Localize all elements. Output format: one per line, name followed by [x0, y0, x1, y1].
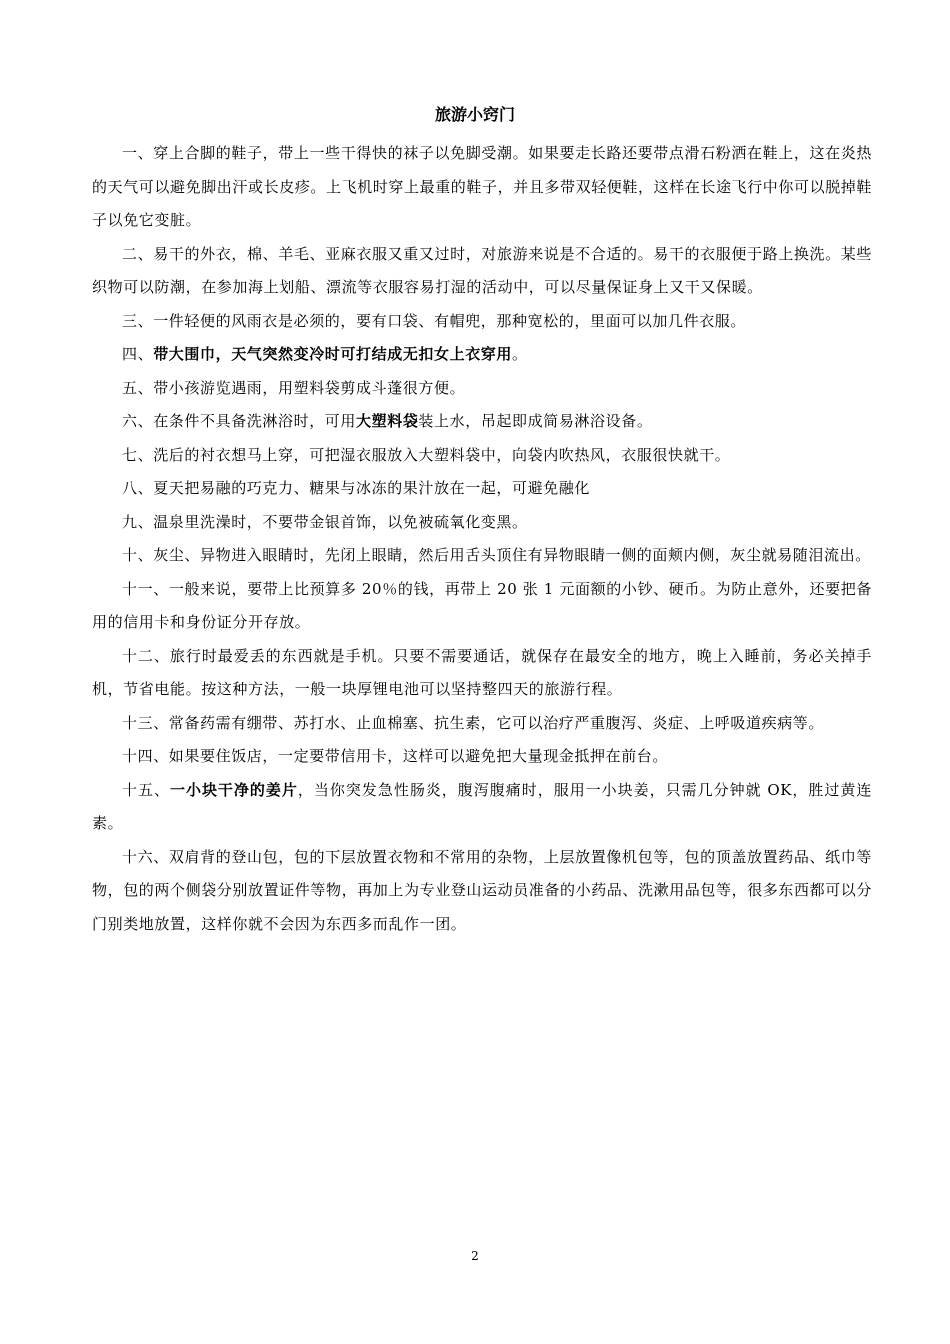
- paragraph-11: 十一、一般来说，要带上比预算多 20％的钱，再带上 20 张 1 元面额的小钞、硬币。为防止意外，还要把备用的信用卡和身份证分开存放。: [92, 579, 872, 631]
- paragraph-3: 三、一件轻便的风雨衣是必须的，要有口袋、有帽兜，那种宽松的，里面可以加几件衣服。: [122, 311, 747, 330]
- paragraph-16: 十六、双肩背的登山包，包的下层放置衣物和不常用的杂物，上层放置像机包等，包的顶盖放置药品、纸巾等物，包的两个侧袋分别放置证件等物，再加上为专业登山运动员准备的小药品、洗漱用品包等，很多东西都可以分门别类地放置，这样你就不会因为东西多而乱作一团。: [92, 847, 873, 933]
- paragraph-7: 七、洗后的衬衣想马上穿，可把湿衣服放入大塑料袋中，向袋内吹热风，衣服很快就干。: [122, 445, 731, 464]
- paragraph-6-bold-text: 大塑料袋: [356, 412, 419, 430]
- paragraph-14: 十四、如果要住饭店，一定要带信用卡，这样可以避免把大量现金抵押在前台。: [122, 747, 669, 765]
- paragraph-13: 十三、常备药需有绷带、苏打水、止血棉塞、抗生素，它可以治疗严重腹泻、炎症、上呼吸道疾病等。: [122, 713, 825, 732]
- paragraph-15-prefix: 十五、: [122, 780, 170, 799]
- paragraph-4-bold-text: 带大围巾，天气突然变冷时可打结成无扣女上衣穿用: [153, 345, 513, 363]
- paragraph-6: [92, 405, 872, 439]
- paragraph-6-suffix: 装上水，吊起即成简易淋浴设备。: [418, 412, 653, 430]
- paragraph-4: [92, 338, 872, 372]
- paragraph-9: 九、温泉里洗澡时，不要带金银首饰，以免被硫氧化变黑。: [122, 512, 528, 531]
- paragraph-15-suffix: ，当你突发急性肠炎，腹泻腹痛时，服用一小块姜，只需几分钟就 OK，胜过黄连素。: [92, 780, 872, 832]
- paragraph-5: 五、带小孩游览遇雨，用塑料袋剪成斗蓬很方便。: [122, 378, 466, 397]
- document-title: 旅游小窍门: [434, 105, 515, 124]
- paragraph-4-prefix: 四、: [122, 345, 154, 363]
- paragraph-1: 一、穿上合脚的鞋子，带上一些干得快的袜子以免脚受潮。如果要走长路还要带点滑石粉洒在鞋上，这在炎热的天气可以避免脚出汗或长皮疹。上飞机时穿上最重的鞋子，并且多带双轻便鞋，这样在长途飞行中你可以脱掉鞋子以免它变脏。: [92, 144, 873, 229]
- page-number: 2: [471, 1249, 479, 1263]
- paragraph-4-suffix: 。: [512, 345, 528, 363]
- paragraph-15-bold-text: 一小块干净的姜片: [169, 780, 298, 799]
- paragraph-12: 十二、旅行时最爱丢的东西就是手机。只要不需要通话，就保存在最安全的地方，晚上入睡前，务必关掉手机，节省电能。按这种方法，一般一块厚锂电池可以坚持整四天的旅游行程。: [92, 646, 872, 698]
- paragraph-6-prefix: 六、在条件不具备洗淋浴时，可用: [122, 412, 357, 430]
- paragraph-8: 八、夏天把易融的巧克力、糖果与冰冻的果汁放在一起，可避免融化: [122, 479, 591, 497]
- paragraph-15: [92, 774, 872, 841]
- paragraph-10: 十、灰尘、异物进入眼睛时，先闭上眼睛，然后用舌头顶住有异物眼睛一侧的面颊内侧，灰尘就易随泪流出。: [122, 546, 871, 564]
- document-body: [92, 137, 872, 941]
- paragraph-2: 二、易干的外衣，棉、羊毛、亚麻衣服又重又过时，对旅游来说是不合适的。易干的衣服便于路上换洗。某些织物可以防潮，在参加海上划船、漂流等衣服容易打湿的活动中，可以尽量保证身上又干又保暖。: [92, 244, 872, 296]
